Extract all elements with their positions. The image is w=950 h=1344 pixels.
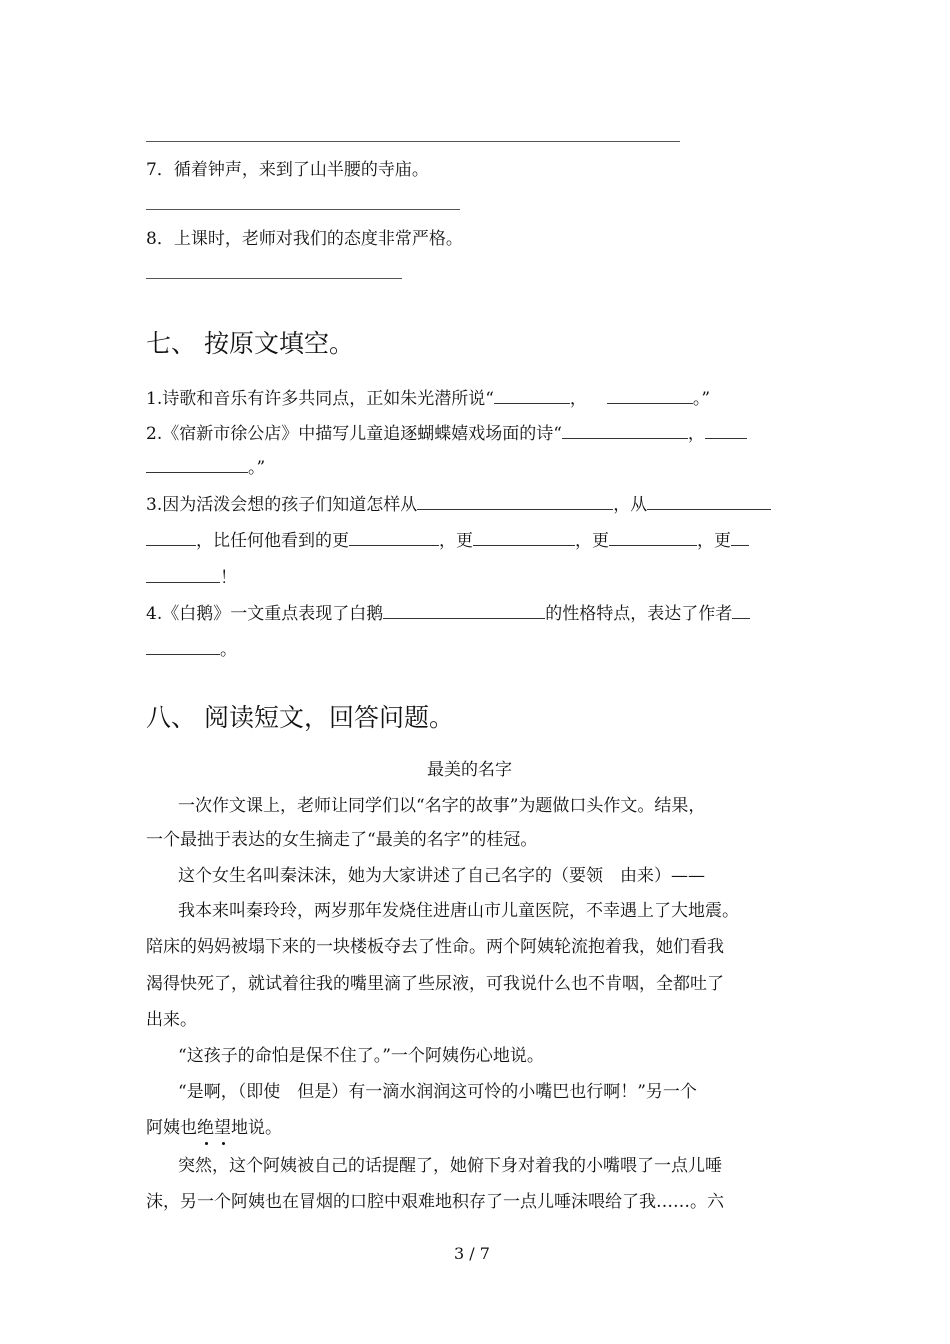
q3-text-c: ，比任何他看到的更 [196,531,349,551]
q3-text-a: 3.因为活泼会想的孩子们知道怎样从 [146,495,418,515]
q3-blank-6[interactable] [731,527,749,546]
q3-blank-2[interactable] [647,491,771,510]
p5-text-post: 地说。 [231,1118,282,1138]
q1-text-c: 。” [692,389,711,409]
q3-blank-6-cont[interactable] [146,564,220,583]
question-7-2-cont [146,454,265,480]
question-7-2 [146,420,747,446]
q3-blank-5[interactable] [609,527,697,546]
emphasis-char-1: 绝 [197,1118,214,1138]
section-7-heading: 七、 按原文填空。 [146,329,354,358]
q2-blank-2-cont[interactable] [146,454,248,473]
q2-blank-2[interactable] [705,420,747,439]
p5-text-pre: 阿姨也 [146,1118,197,1138]
passage-p3-line4: 出来。 [146,1010,197,1030]
q4-text-b: 的性格特点，表达了作者 [545,604,733,624]
passage-p3-line3: 渴得快死了，就试着往我的嘴里滴了些尿液，可我说什么也不肯咽，全都吐了 [146,974,724,994]
passage-p5-line2 [146,1116,282,1140]
q2-text-a: 2.《宿新市徐公店》中描写儿童追逐蝴蝶嬉戏场面的诗“ [146,424,562,444]
question-7-3 [146,491,771,517]
q1-blank-1[interactable] [494,385,570,404]
q2-text-b: ， [687,424,705,444]
passage-p2: 这个女生名叫秦沫沫，她为大家讲述了自己名字的（要领 由来）—— [178,866,705,886]
q1-text-b: ， [569,389,587,409]
item-7: 7．循着钟声，来到了山半腰的寺庙。 [146,160,429,180]
question-7-4 [146,600,750,626]
item-8: 8．上课时，老师对我们的态度非常严格。 [146,229,463,249]
q1-text-a: 1.诗歌和音乐有许多共同点，正如朱光潜所说“ [146,389,494,409]
answer-line-8 [146,278,402,279]
q1-blank-2[interactable] [607,385,693,404]
q3-text-f: ，更 [697,531,731,551]
q4-blank-2[interactable] [732,600,750,619]
q3-text-b: ，从 [613,495,648,515]
q4-blank-2-cont[interactable] [146,636,220,655]
q4-blank-1[interactable] [383,600,545,619]
emphasis-char-2: 望 [214,1118,231,1138]
question-7-4-cont [146,636,237,662]
q4-text-a: 4.《白鹅》一文重点表现了白鹅 [146,604,384,624]
q3-text-g: ！ [220,568,237,588]
q3-blank-3[interactable] [349,527,439,546]
passage-title: 最美的名字 [427,760,512,780]
q3-text-e: ，更 [575,531,609,551]
passage-p1-line1: 一次作文课上，老师让同学们以“名字的故事”为题做口头作文。结果， [178,796,706,816]
q3-blank-4[interactable] [473,527,575,546]
passage-p3-line1: 我本来叫秦玲玲，两岁那年发烧住进唐山市儿童医院，不幸遇上了大地震。 [178,901,739,921]
passage-p1-line2: 一个最拙于表达的女生摘走了“最美的名字”的桂冠。 [146,830,538,850]
question-7-3-end [146,564,237,590]
answer-line-7 [146,209,460,210]
passage-p4: “这孩子的命怕是保不住了。”一个阿姨伤心地说。 [178,1046,544,1066]
q3-blank-1[interactable] [417,491,613,510]
passage-p6-line2: 沫，另一个阿姨也在冒烟的口腔中艰难地积存了一点儿唾沫喂给了我……。六 [146,1192,724,1212]
q4-text-c: 。 [220,640,237,660]
passage-p6-line1: 突然，这个阿姨被自己的话提醒了，她俯下身对着我的小嘴喂了一点儿唾 [178,1156,722,1176]
page-number: 3 / 7 [454,1244,490,1263]
answer-line-6 [146,141,680,142]
q3-blank-2-cont[interactable] [146,527,196,546]
passage-p3-line2: 陪床的妈妈被塌下来的一块楼板夺去了性命。两个阿姨轮流抱着我，她们看我 [146,937,724,957]
section-8-heading: 八、 阅读短文，回答问题。 [146,703,454,732]
passage-p5-line1: “是啊，（即使 但是）有一滴水润润这可怜的小嘴巴也行啊！”另一个 [178,1082,697,1102]
q2-blank-1[interactable] [562,420,688,439]
question-7-3-cont [146,527,749,553]
question-7-1 [146,385,710,411]
q2-text-c: 。” [248,458,266,478]
q3-text-d: ，更 [439,531,473,551]
